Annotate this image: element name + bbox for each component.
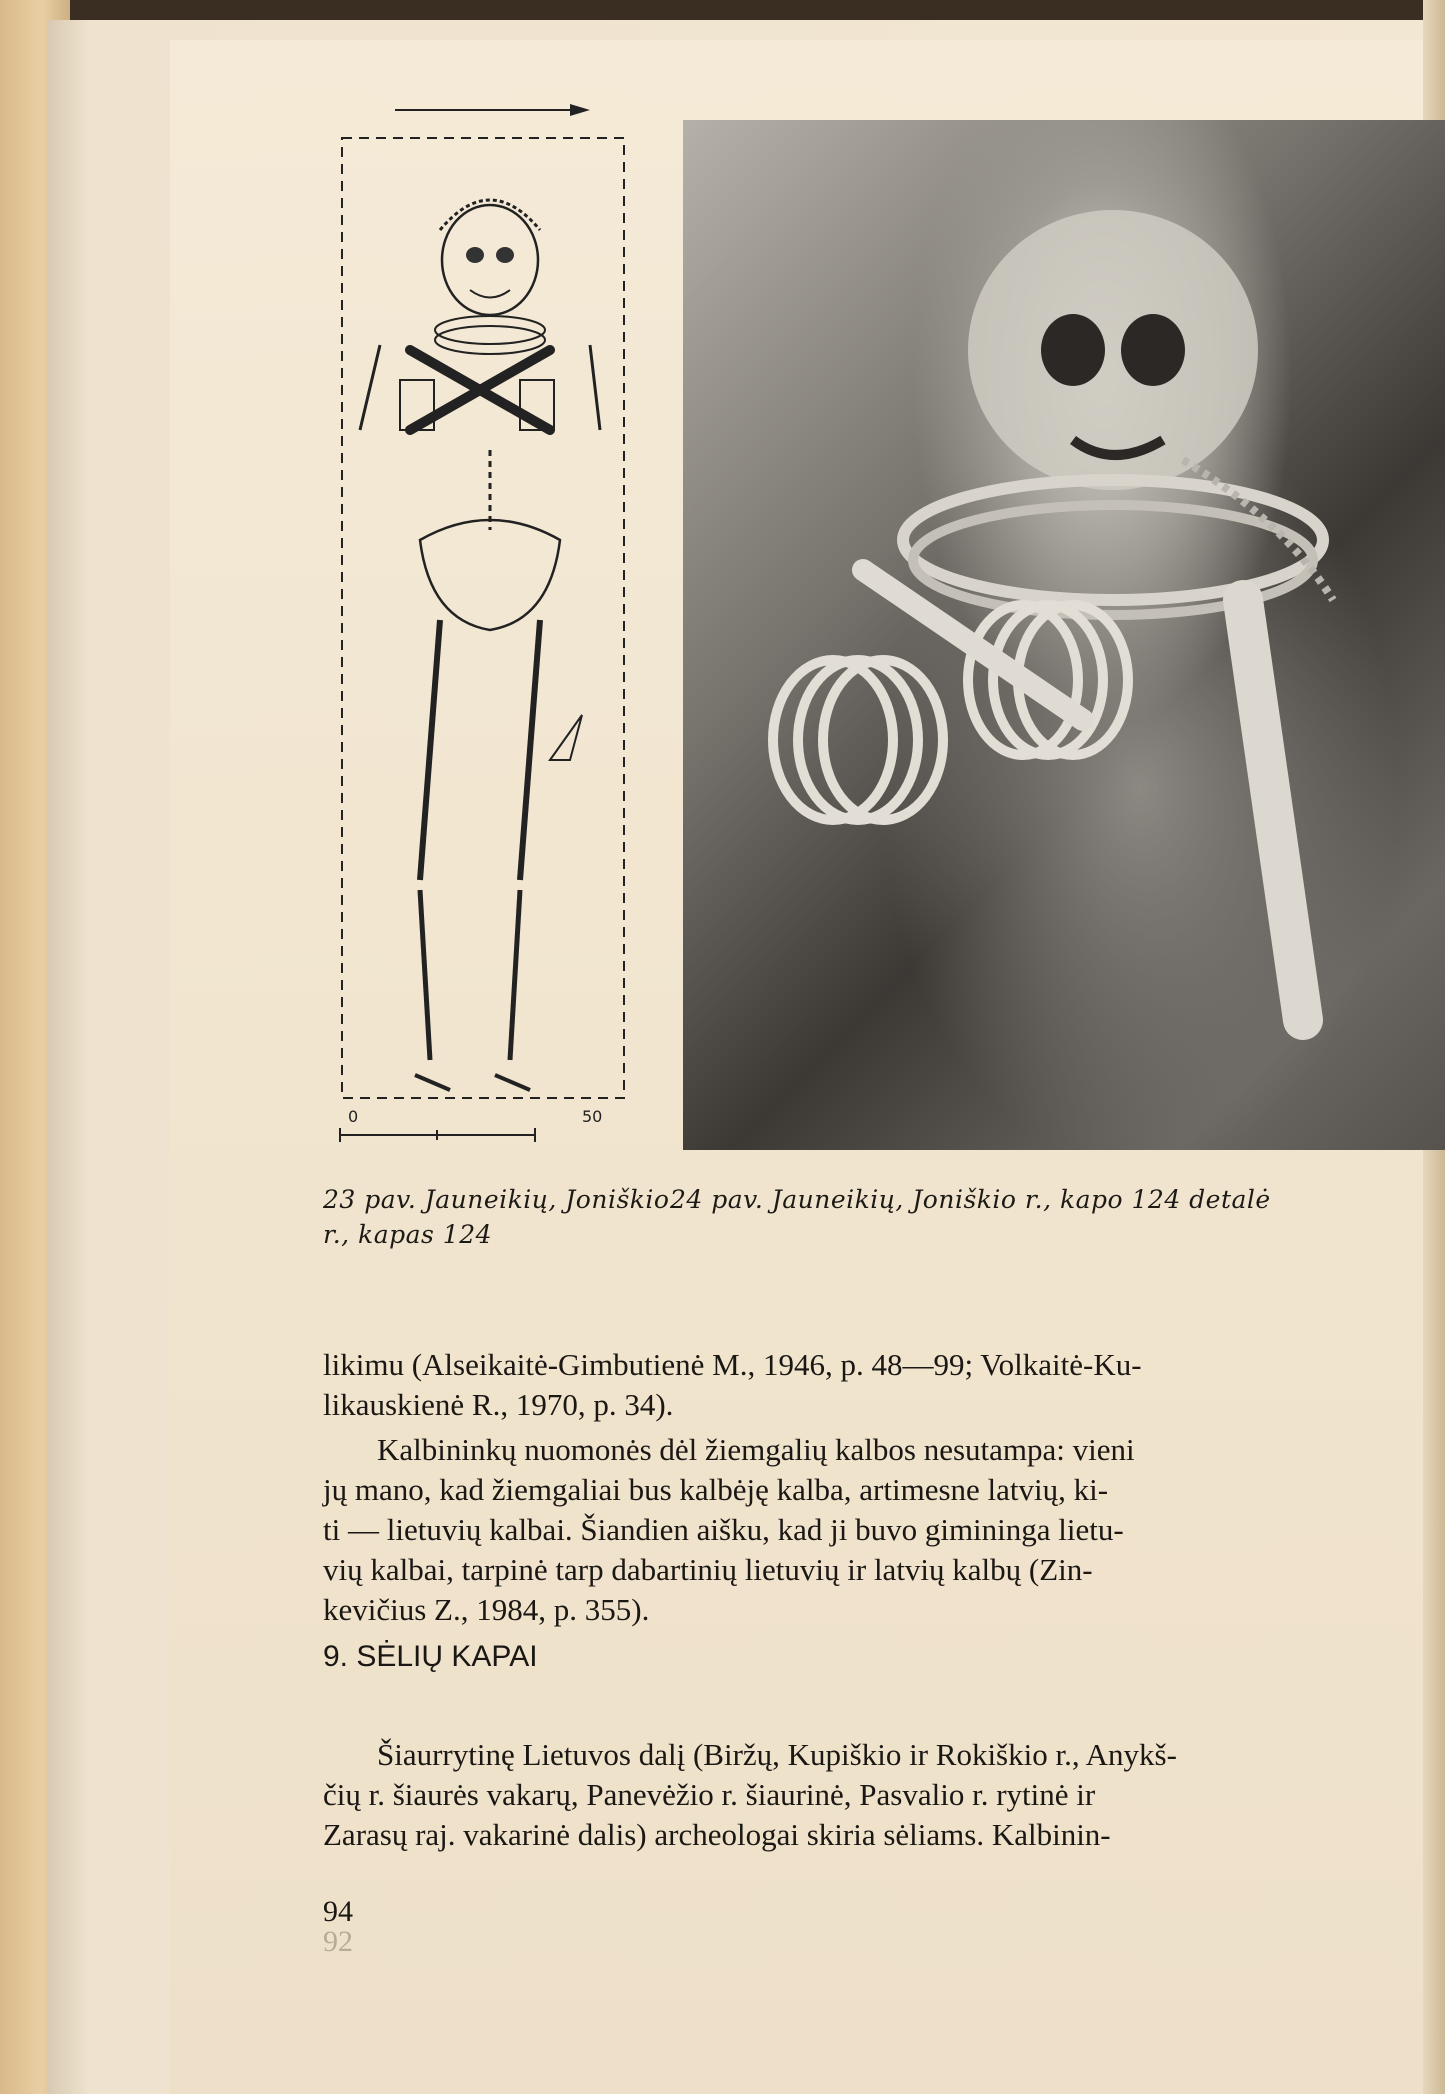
text-line: kevičius Z., 1984, p. 355). bbox=[323, 1592, 650, 1627]
text-line: Kalbininkų nuomonės dėl žiemgalių kalbos nesutampa: vieni bbox=[377, 1432, 1135, 1467]
paragraph-1 bbox=[323, 1345, 1433, 1425]
burial-photo bbox=[683, 120, 1445, 1150]
text-line: likauskienė R., 1970, p. 34). bbox=[323, 1387, 674, 1422]
figure-24-caption: 24 pav. Jauneikių, Joniškio r., kapo 124 detalė bbox=[670, 1185, 1271, 1214]
ghost-page-number: 92 bbox=[323, 1925, 353, 1958]
page-number: 94 bbox=[323, 1895, 353, 1928]
paragraph-3 bbox=[323, 1735, 1433, 1855]
section-heading: 9. SĖLIŲ KAPAI bbox=[323, 1640, 538, 1673]
text-line: Zarasų raj. vakarinė dalis) archeologai skiria sėliams. Kalbinin- bbox=[323, 1817, 1111, 1852]
figure-23-drawing bbox=[320, 100, 640, 1160]
north-arrow-icon bbox=[570, 104, 590, 116]
text-line: likimu (Alseikaitė-Gimbutienė M., 1946, p. 48—99; Volkaitė-Ku- bbox=[323, 1347, 1142, 1382]
text-line: čių r. šiaurės vakarų, Panevėžio r. šiaurinė, Pasvalio r. rytinė ir bbox=[323, 1777, 1096, 1812]
text-line: vių kalbai, tarpinė tarp dabartinių lietuvių ir latvių kalbų (Zin- bbox=[323, 1552, 1093, 1587]
burial-drawing bbox=[320, 100, 640, 1160]
paragraph-2 bbox=[323, 1430, 1433, 1630]
text-line: jų mano, kad žiemgaliai bus kalbėję kalba, artimesne latvių, ki- bbox=[323, 1472, 1109, 1507]
text-line: ti — lietuvių kalbai. Šiandien aišku, kad ji buvo gimininga lietu- bbox=[323, 1512, 1124, 1547]
figure-24-photo bbox=[683, 120, 1445, 1150]
scale-end-label: 50 bbox=[582, 1107, 603, 1126]
text-line: Šiaurrytinę Lietuvos dalį (Biržų, Kupiškio ir Rokiškio r., Anykš- bbox=[377, 1737, 1177, 1772]
scale-start-label: 0 bbox=[348, 1107, 359, 1126]
figure-23-caption: 23 pav. Jauneikių, Joniškio r., kapas 124 bbox=[323, 1185, 670, 1249]
